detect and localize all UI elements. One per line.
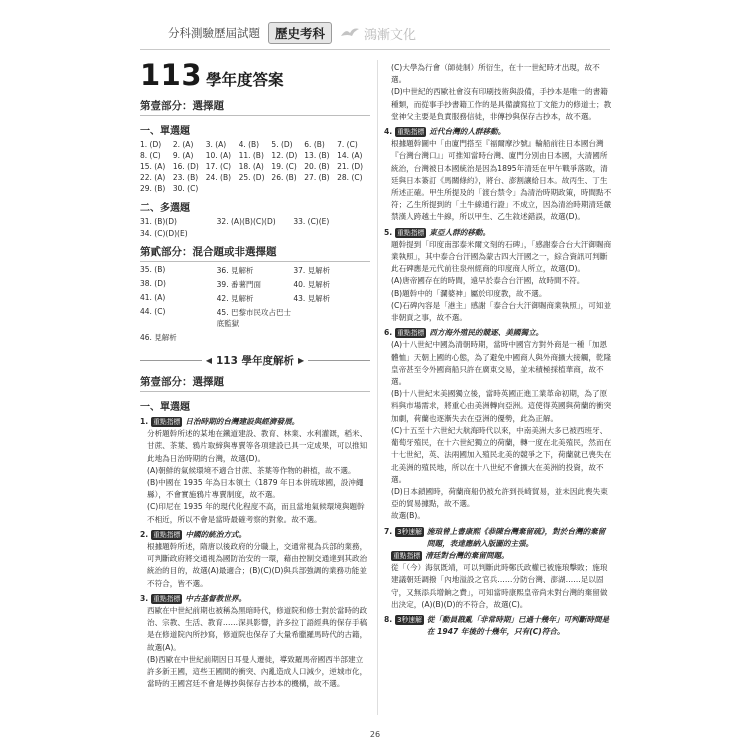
section-heading: 二、多選題 bbox=[140, 203, 190, 214]
question-header bbox=[140, 529, 370, 541]
answer-item: 13. (B) bbox=[304, 151, 330, 160]
section-heading: 一、單選題 bbox=[140, 402, 190, 413]
part-heading: 第貳部分：混合題或非選擇題 bbox=[140, 244, 370, 262]
answers-title-year: 113 bbox=[140, 58, 203, 92]
question-number: 5. bbox=[384, 227, 393, 237]
multi-answer-grid bbox=[140, 217, 370, 238]
answer-item: 34. (C)(D)(E) bbox=[140, 229, 188, 238]
question-number: 1. bbox=[140, 417, 149, 426]
question-explanation-7 bbox=[384, 526, 612, 611]
question-topic: 中國的統治方式。 bbox=[185, 529, 247, 539]
answer-item: 6. (B) bbox=[304, 140, 325, 149]
answer-item: 40. 見解析 bbox=[293, 280, 331, 289]
question-number: 8. bbox=[384, 614, 393, 624]
option-explanation: (A)朝鮮的氣候環境不適合甘蔗、茶葉等作物的耕植，故不選。 bbox=[147, 465, 356, 475]
answer-item: 7. (C) bbox=[337, 140, 358, 149]
answer-item: 33. (C)(E) bbox=[293, 217, 330, 226]
key-point-badge: 重點指標 bbox=[153, 594, 181, 603]
question-topic: 清廷對台灣的棄留問題。 bbox=[425, 550, 509, 560]
answer-item: 42. 見解析 bbox=[216, 294, 254, 303]
answers-title-suffix: 學年度答案 bbox=[206, 71, 284, 89]
publisher-logo bbox=[340, 24, 416, 43]
banner-line bbox=[140, 360, 202, 361]
question-explanation-4 bbox=[384, 126, 612, 224]
answer-item: 21. (D) bbox=[337, 162, 364, 171]
key-point-badge: 重點指標 bbox=[397, 128, 425, 137]
question-topic: 近代台灣的人群移動。 bbox=[429, 127, 506, 137]
answer-item: 31. (B)(D) bbox=[140, 217, 177, 226]
option-explanation: (B)十八世紀末美國獨立後，當時英國正進工業革命初期，為了原料與市場需求，將重心由美洲轉向亞洲。這使得英國與荷蘭的衝突加劇，荷蘭也逐漸失去在亞洲的優勢，此為正解。 bbox=[391, 389, 612, 423]
answer-item: 4. (B) bbox=[238, 140, 260, 149]
answer-item: 9. (A) bbox=[172, 151, 194, 160]
question-header bbox=[384, 327, 612, 339]
header-divider bbox=[140, 49, 610, 50]
quick-solve-badge: 3秒速解 bbox=[397, 527, 422, 536]
series-title: 分科測驗歷屆試題 bbox=[168, 26, 260, 40]
answer-item: 15. (A) bbox=[140, 162, 166, 171]
answer-item: 29. (B) bbox=[140, 184, 166, 193]
option-explanation: (B)中國在 1935 年為日本領土（1879 年日本併琉球國，設沖繩縣），不會實施鴉片專賣制度，故不選。 bbox=[147, 478, 364, 500]
answer-item: 45. 巴黎市民攻占巴士底監獄 bbox=[216, 308, 291, 328]
publisher-name: 鴻漸文化 bbox=[364, 27, 417, 43]
answers-title bbox=[140, 58, 370, 92]
answer-item: 41. (A) bbox=[140, 293, 166, 302]
answer-item: 22. (A) bbox=[140, 173, 166, 182]
option-explanation: (C)印尼在 1935 年的現代化程度不高，而且當地氣候環境與題幹不相近，所以不會是當時最確考察的對象。故不選。 bbox=[147, 502, 365, 524]
answer-item: 26. (B) bbox=[271, 173, 297, 182]
key-point-badge: 重點指標 bbox=[397, 228, 425, 237]
explanation-text: 從「（今）海氛既靖，可以判斷此時鄭氏政權已被施琅擊敗；施琅建議朝廷調撥「內地溢設之官兵……分防台灣、澎湖……足以固守，又無添兵增餉之費」，可知當時康熙皇帝尚未對台灣的棄留做出決定，(A)(B)(D)的不符合，故選(C)。 bbox=[391, 563, 608, 609]
answer-item: 43. 見解析 bbox=[293, 294, 331, 303]
page-number: 26 bbox=[369, 730, 381, 739]
question-header bbox=[140, 416, 370, 428]
option-explanation: (C)石碑內容是「港主」感謝「泰合台大汗御賜商業執照」，可知並非朝貢之事，故不選。 bbox=[391, 300, 612, 323]
question-explanation-1 bbox=[140, 416, 370, 526]
banner-line bbox=[308, 360, 370, 361]
answer-item: 23. (B) bbox=[172, 173, 199, 182]
option-explanation: (D)中世紀的西歐社會沒有印刷技術與設備，手抄本是唯一的書籍種類，而從事手抄書籍工作的是具備讀寫拉丁文能力的修道士；教堂神父主要是負責服務信徒，非傳抄與保存古抄本，故不選。 bbox=[391, 87, 612, 121]
answer-item: 35. (B) bbox=[140, 265, 166, 274]
question-topic: 中古基督教世界。 bbox=[185, 593, 247, 603]
answer-item: 19. (C) bbox=[271, 162, 297, 171]
answer-item: 17. (C) bbox=[205, 162, 232, 171]
answer-conclusion: 故選(B)。 bbox=[391, 511, 425, 521]
answer-item bbox=[293, 332, 370, 343]
answer-item: 28. (C) bbox=[337, 173, 363, 182]
column-divider bbox=[377, 60, 378, 715]
answer-item: 46. 見解析 bbox=[140, 333, 177, 342]
answer-item: 25. (D) bbox=[238, 173, 265, 182]
answer-item: 39. 番薯門面 bbox=[216, 280, 261, 289]
answer-item: 1. (D) bbox=[140, 140, 162, 149]
answer-item: 44. (C) bbox=[140, 307, 166, 316]
part-heading: 第壹部分：選擇題 bbox=[140, 374, 370, 392]
answer-item: 18. (A) bbox=[238, 162, 264, 171]
question-explanation-5 bbox=[384, 227, 612, 325]
explanation-text: 西歐在中世紀前期也被稱為黑暗時代，修道院和修士對於當時的政治、宗教、生活、教育……深具影響，許多拉丁語經典的保存手稿是在修道院內所抄寫，修道院也保存了大量希臘羅馬時代的古籍，故選(A)。 bbox=[147, 606, 368, 652]
answer-item: 20. (B) bbox=[304, 162, 330, 171]
answer-item: 2. (A) bbox=[172, 140, 194, 149]
answer-item: 11. (B) bbox=[238, 151, 264, 160]
triangle-left-icon: ◀ bbox=[205, 356, 212, 365]
answer-item: 12. (D) bbox=[271, 151, 298, 160]
question-header bbox=[384, 614, 612, 638]
option-explanation: (D)日本鎖國時，荷蘭商船仍被允許到長崎貿易，並未因此喪失東亞的貿易據點，故不選。 bbox=[391, 486, 608, 509]
question-number: 2. bbox=[140, 529, 149, 539]
option-explanation: (A)十八世紀中國為清朝時期，當時中國官方對外商是一種「加恩體恤」天朝上國的心態，為了避免中國商人與外商擴大接觸，乾隆皇帝甚至令外國商船只許在廣東交易，並未積極採植華商，故不選。 bbox=[391, 340, 612, 387]
analysis-banner bbox=[140, 353, 370, 368]
question-explanation-2 bbox=[140, 529, 370, 590]
left-column bbox=[140, 58, 370, 690]
answer-item: 30. (C) bbox=[172, 184, 199, 193]
answer-item: 10. (A) bbox=[205, 151, 231, 160]
answer-item: 8. (C) bbox=[140, 151, 161, 160]
answer-item: 5. (D) bbox=[271, 140, 293, 149]
option-explanation: (C)十五至十六世紀大航海時代以來，中南美洲大多已被西班牙、葡萄牙殖民，在十六世紀獨立的荷蘭，轉一度在北美殖民，然而在十七世紀，英、法兩國加入殖民北美的競爭之下，荷蘭就已喪失在北美洲的殖民地，所以在十八世紀不會擴大在美洲的投資，故不選。 bbox=[391, 425, 612, 484]
question-explanation-3-cont bbox=[384, 62, 612, 123]
key-point-badge: 重點指標 bbox=[153, 418, 181, 426]
answer-item: 32. (A)(B)(C)(D) bbox=[216, 217, 276, 226]
answer-item: 3. (A) bbox=[205, 140, 227, 149]
question-topic: 從「動員戡亂「非常時期」已過十幾年」可判斷時間是在 1947 年後的十幾年，只有(C)符合。 bbox=[426, 614, 610, 637]
option-explanation: (B)西歐在中世紀前期因日耳曼人遷徙，導致羅馬帝國西半部建立許多新王國，這些王國間的衝突、內亂造成人口減少，逆城市化，當時的王國宮廷不會是傳抄與保存古抄本的機構，故不選。 bbox=[147, 654, 368, 689]
question-header bbox=[384, 126, 612, 138]
key-point-badge: 重點指標 bbox=[393, 551, 421, 560]
quick-solve-badge: 3秒速解 bbox=[397, 615, 422, 624]
answer-item bbox=[217, 332, 294, 343]
option-explanation: (C)大學為行會（師徒制）所衍生，在十一世紀時才出現，故不選。 bbox=[391, 63, 600, 85]
right-column bbox=[384, 62, 612, 638]
question-header bbox=[384, 526, 612, 550]
question-number: 6. bbox=[384, 328, 393, 338]
answer-item bbox=[293, 307, 370, 329]
question-explanation-8 bbox=[384, 614, 612, 638]
answer-item: 24. (B) bbox=[205, 173, 232, 182]
explanation-text: 題幹提到「印度南部泰米爾文刻的石碑」，「感謝泰合台大汗御賜商業執照」，其中泰合台汗國為蒙古四大汗國之一，綜合資訊可判斷此石碑應是元代前往泉州經商的印度商人所立，故選(D)。 bbox=[391, 239, 612, 274]
option-explanation: (B)題幹中的「瀾婆神」屬於印度教，故不選。 bbox=[391, 288, 547, 298]
key-point-badge: 重點指標 bbox=[153, 530, 181, 539]
question-header bbox=[384, 227, 612, 239]
answer-item: 38. (D) bbox=[140, 279, 166, 288]
answer-item: 37. 見解析 bbox=[293, 266, 331, 275]
subject-title: 歷史考科 bbox=[268, 22, 332, 44]
explanation-text: 根據題幹圖中「由廈門搭至『福爾摩沙號』輪船前往日本國台灣『台灣台灣口』」可推知當時台灣、廈門分別由日本國，大清國所統治，台灣被日本國統治是因為1895年清廷在甲午戰爭落敗，清廷與日本簽訂《馬關條約》，將台、澎割讓給日本。故丙生、丁生所述正確。甲生所提及的「渡台禁令」為清治時期政策，時間點不符；乙生所提到的「土牛線通行證」不成立，因為清治時期清廷嚴禁漢人跨越土牛線，所以甲生、乙生敘述錯誤，故選(D)。 bbox=[391, 139, 612, 222]
question-topic: 西方海外殖民的競逐、美國獨立。 bbox=[429, 328, 544, 338]
question-topic: 日治時期的台灣建設與經濟發展。 bbox=[185, 417, 300, 426]
single-answer-grid bbox=[140, 140, 370, 193]
analysis-banner-title: 113 學年度解析 bbox=[215, 355, 295, 367]
question-number: 3. bbox=[140, 593, 149, 603]
explanation-text: 分析題幹所述的某地在鐵道建設、教育、林業、水利灌溉，稻米、甘蔗、茶葉、鴉片取締與專賣等各項建設已具一定成果，可以推知此地為日治時期的台灣，故選(D)。 bbox=[147, 429, 368, 463]
answer-item: 36. 見解析 bbox=[216, 266, 254, 275]
part-heading: 第壹部分：選擇題 bbox=[140, 98, 370, 116]
answer-item: 14. (A) bbox=[337, 151, 363, 160]
answer-item: 16. (D) bbox=[172, 162, 199, 171]
question-header bbox=[140, 593, 370, 605]
option-explanation: (A)唐帝國存在的時間，遠早於泰合台汗國，故時間不符。 bbox=[391, 276, 585, 286]
question-explanation-3 bbox=[140, 593, 370, 691]
explanation-text: 根據題幹所述，隋唐以後政府的分職上，交通常視為兵部的業務，可判斷政府將交通視為國防治安的一環，藉由控制交通達到其政治統治的目的，故選(A)最適合；(B)(C)(D)與兵部強調的業務功能並不符合，皆不選。 bbox=[147, 542, 368, 588]
answer-item: 27. (B) bbox=[304, 173, 330, 182]
question-subheader bbox=[384, 550, 612, 562]
question-topic: 施琅曾上書康熙《恭陳台灣棄留疏》，對於台灣的棄留問題，表達應納入版圖的主張。 bbox=[426, 526, 606, 548]
question-number: 7. bbox=[384, 526, 393, 536]
question-number: 4. bbox=[384, 127, 393, 137]
section-heading: 一、單選題 bbox=[140, 126, 190, 137]
question-explanation-6 bbox=[384, 327, 612, 522]
bird-logo-icon bbox=[340, 26, 360, 40]
key-point-badge: 重點指標 bbox=[397, 329, 425, 338]
question-topic: 東亞人群的移動。 bbox=[429, 227, 491, 237]
page-header bbox=[168, 22, 416, 44]
mixed-answer-grid bbox=[140, 265, 370, 343]
triangle-right-icon: ▶ bbox=[298, 356, 305, 365]
